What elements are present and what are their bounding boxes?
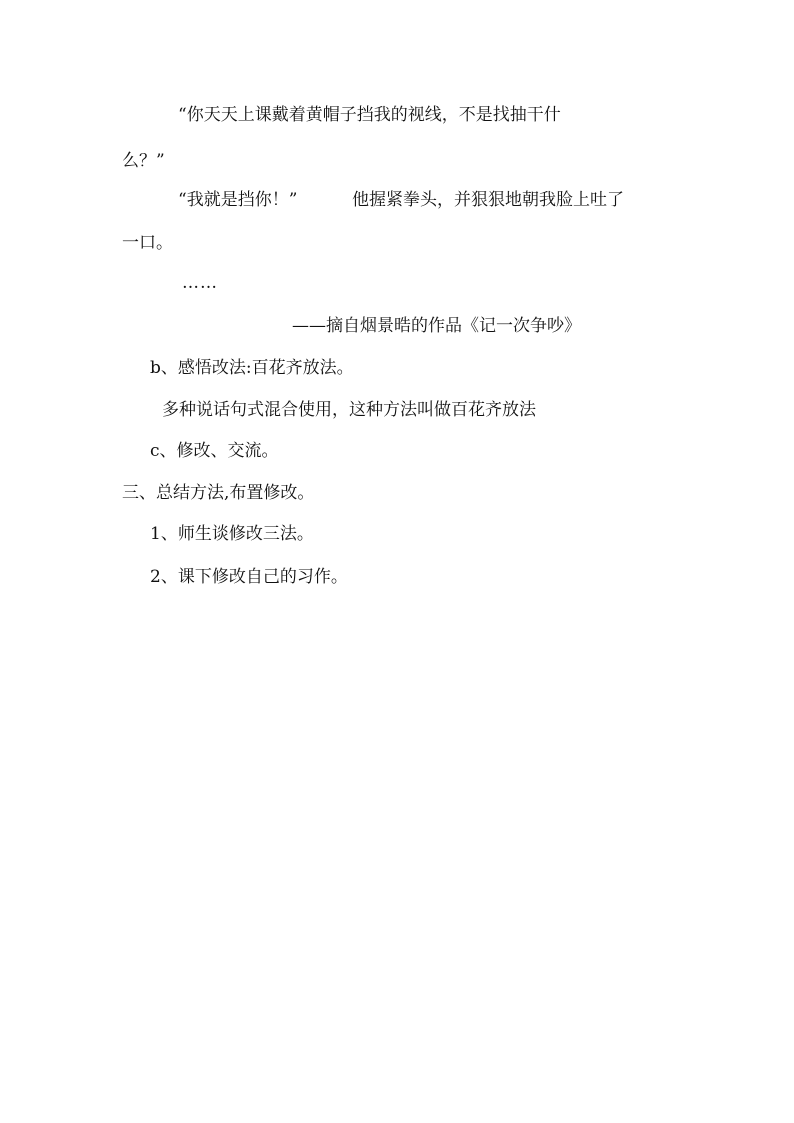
step-c-heading: c、修改、交流。: [150, 441, 279, 461]
source-attribution: ——摘自烟景晧的作品《记一次争吵》: [292, 316, 581, 336]
dialogue-line-2-narration: 他握紧拳头，并狠狠地朝我脸上吐了: [352, 190, 624, 210]
dialogue-line-2-quote: “我就是挡你！”: [178, 190, 298, 210]
section-three-item-2: 2、课下修改自己的习作。: [150, 567, 348, 587]
section-three-heading: 三、总结方法,布置修改。: [122, 483, 315, 503]
step-b-description: 多种说话句式混合使用，这种方法叫做百花齐放法: [162, 400, 536, 420]
ellipsis: ……: [182, 273, 218, 293]
dialogue-line-1-continued: 么？”: [122, 151, 165, 171]
dialogue-line-1: “你天天上课戴着黄帽子挡我的视线，不是找抽干什: [178, 105, 561, 125]
dialogue-line-2-continued: 一口。: [122, 233, 173, 253]
step-b-heading: b、感悟改法:百花齐放法。: [150, 358, 354, 378]
section-three-item-1: 1、师生谈修改三法。: [150, 524, 314, 544]
